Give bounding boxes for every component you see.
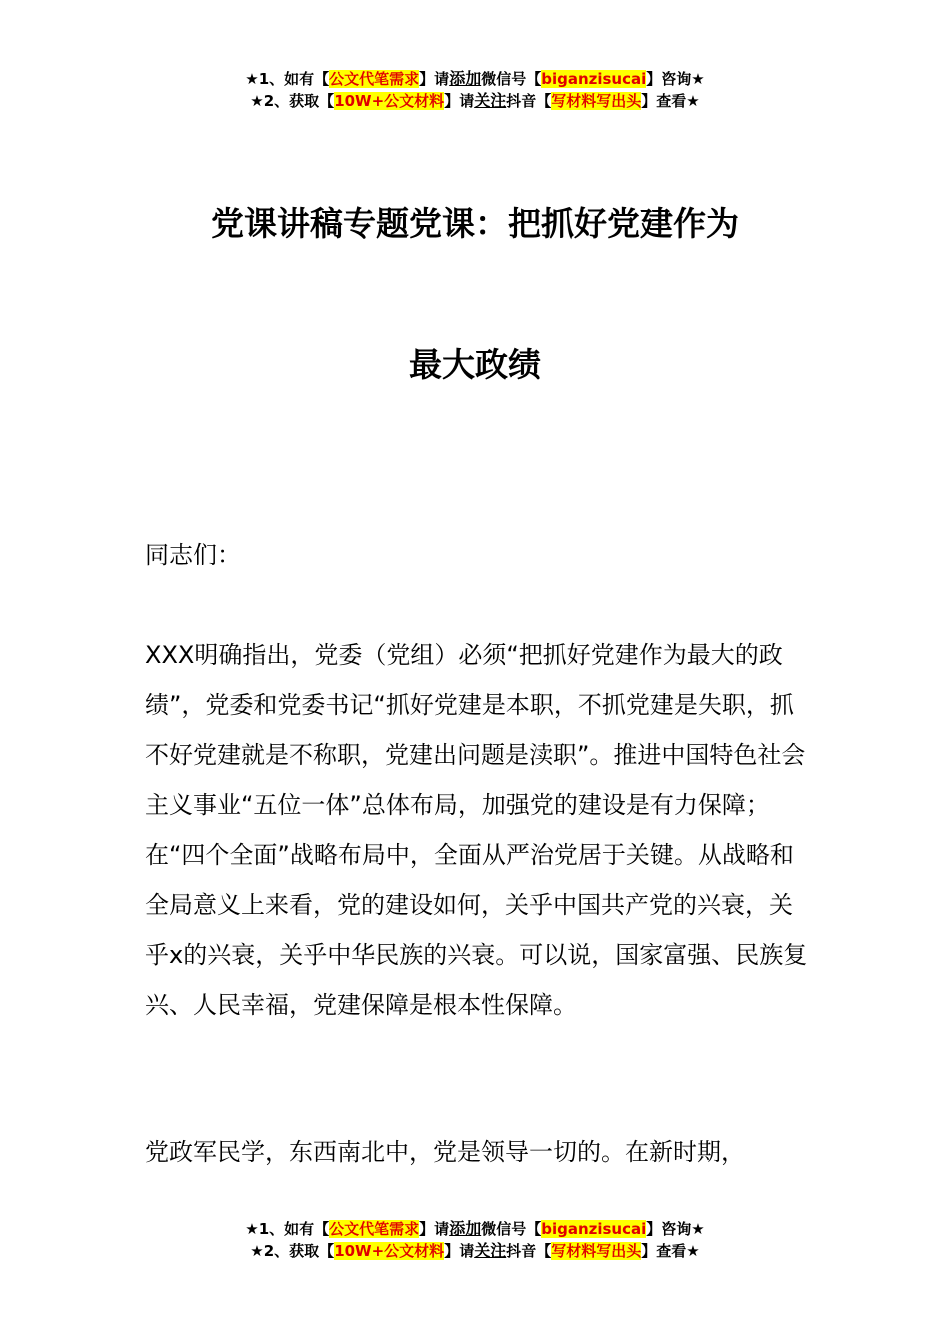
banner-text: 】请 — [444, 1242, 475, 1260]
paragraph-2: 在“四个全面”战略布局中，全面从严治党居于关键。从战略和全局意义上来看，党的建设如何，关乎中国共产党的兴衰，关乎x的兴衰，关乎中华民族的兴衰。可以说，国家富强、民族复兴、人民幸福，党建保障是根本性保障。 — [145, 841, 808, 1019]
body-paragraphs — [145, 630, 809, 1030]
highlight-douyin: 写材料写出头 — [551, 92, 642, 110]
paragraph-1: XXX明确指出，党委（党组）必须“把抓好党建作为最大的政绩”，党委和党委书记“抓好党建是本职，不抓党建是失职，抓不好党建就是不称职，党建出问题是渎职”。推进中国特色社会主义事业“五位一体”总体布局，加强党的建设是有力保障； — [145, 641, 806, 819]
document-title-line-2: 最大政绩 — [409, 345, 541, 384]
highlight-request: 公文代笔需求 — [329, 1220, 420, 1238]
banner-text: ★2、获取【 — [250, 92, 335, 110]
highlight-wechat: biganzisucai — [541, 70, 647, 88]
document-title-line-1: 党课讲稿专题党课：把抓好党建作为 — [211, 204, 739, 243]
banner-line-2 — [0, 1240, 950, 1262]
highlight-materials: 10W+公文材料 — [334, 92, 445, 110]
highlight-materials: 10W+公文材料 — [334, 1242, 445, 1260]
banner-text: 】查看★ — [641, 92, 700, 110]
highlight-douyin: 写材料写出头 — [551, 1242, 642, 1260]
paragraph-3: 党政军民学，东西南北中，党是领导一切的。在新时期， — [145, 1138, 745, 1166]
banner-text: 抖音【 — [506, 92, 552, 110]
banner-text: ★1、如有【 — [245, 70, 330, 88]
banner-text: 】请 — [419, 70, 450, 88]
emph-add: 添加 — [449, 69, 482, 88]
banner-text: 】请 — [444, 92, 475, 110]
banner-text: 】咨询★ — [646, 70, 705, 88]
banner-text: ★1、如有【 — [245, 1220, 330, 1238]
banner-text: 微信号【 — [481, 70, 542, 88]
emph-follow: 关注 — [474, 91, 507, 110]
highlight-wechat: biganzisucai — [541, 1220, 647, 1238]
banner-text: 】咨询★ — [646, 1220, 705, 1238]
highlight-request: 公文代笔需求 — [329, 70, 420, 88]
top-banner — [0, 68, 950, 112]
banner-text: 微信号【 — [481, 1220, 542, 1238]
banner-text: 抖音【 — [506, 1242, 552, 1260]
banner-line-1 — [0, 68, 950, 90]
bottom-banner — [0, 1218, 950, 1262]
salutation: 同志们： — [145, 541, 241, 569]
emph-add: 添加 — [449, 1219, 482, 1238]
banner-line-1 — [0, 1218, 950, 1240]
banner-text: 】请 — [419, 1220, 450, 1238]
banner-text: ★2、获取【 — [250, 1242, 335, 1260]
emph-follow: 关注 — [474, 1241, 507, 1260]
banner-line-2 — [0, 90, 950, 112]
banner-text: 】查看★ — [641, 1242, 700, 1260]
